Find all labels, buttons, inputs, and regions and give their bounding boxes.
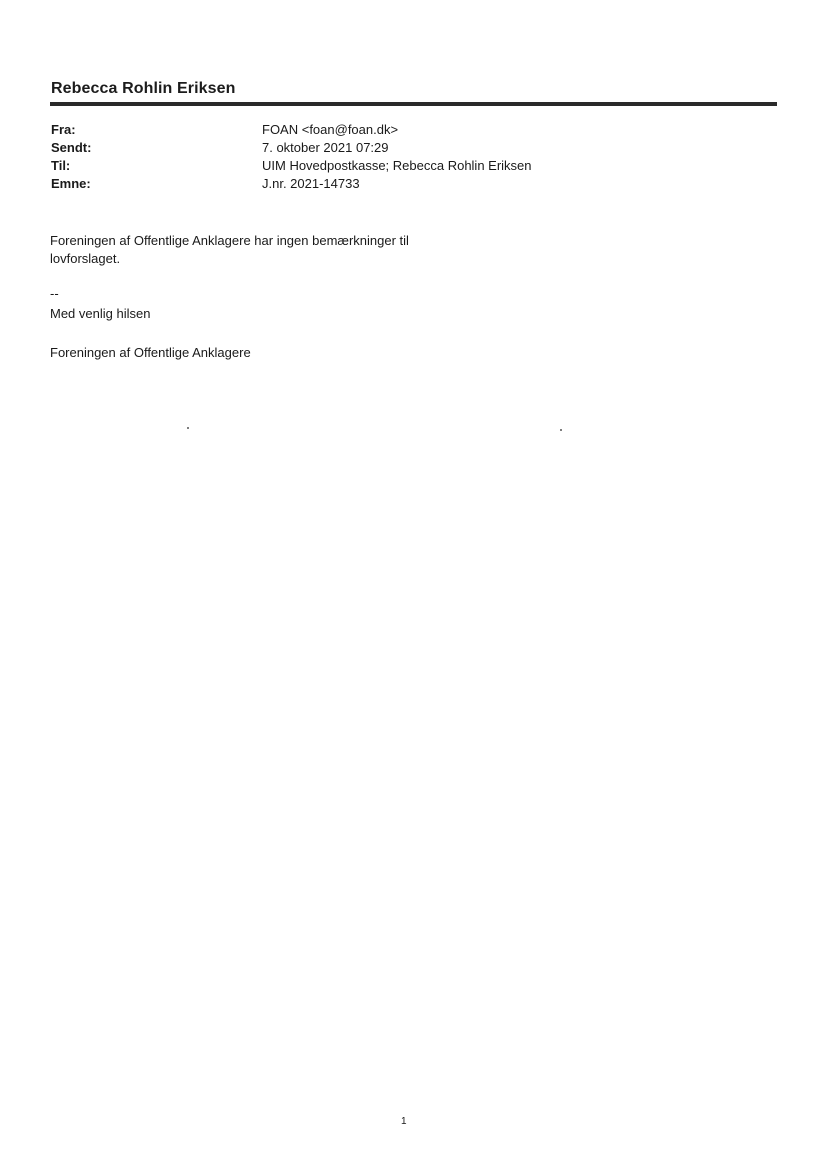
meta-value-from: FOAN <foan@foan.dk> [262, 122, 399, 137]
header-divider [50, 102, 777, 106]
body-line-1: Foreningen af Offentlige Anklagere har ingen bemærkninger til [50, 233, 409, 248]
meta-value-subject: J.nr. 2021-14733 [262, 176, 360, 191]
sender-name-heading: Rebecca Rohlin Eriksen [51, 80, 236, 97]
meta-label-subject: Emne: [51, 176, 91, 191]
scan-speck [187, 427, 189, 429]
greeting-text: Med venlig hilsen [50, 306, 151, 321]
meta-label-sent: Sendt: [51, 140, 92, 155]
meta-value-sent: 7. oktober 2021 07:29 [262, 140, 389, 155]
meta-label-from: Fra: [51, 122, 76, 137]
signature-text: Foreningen af Offentlige Anklagere [50, 345, 251, 360]
meta-label-to: Til: [51, 158, 71, 173]
scan-speck [560, 429, 562, 431]
meta-value-to: UIM Hovedpostkasse; Rebecca Rohlin Eriksen [262, 158, 532, 173]
body-line-2: lovforslaget. [50, 251, 121, 266]
signature-separator: -- [50, 286, 59, 301]
page-number: 1 [401, 1116, 407, 1127]
